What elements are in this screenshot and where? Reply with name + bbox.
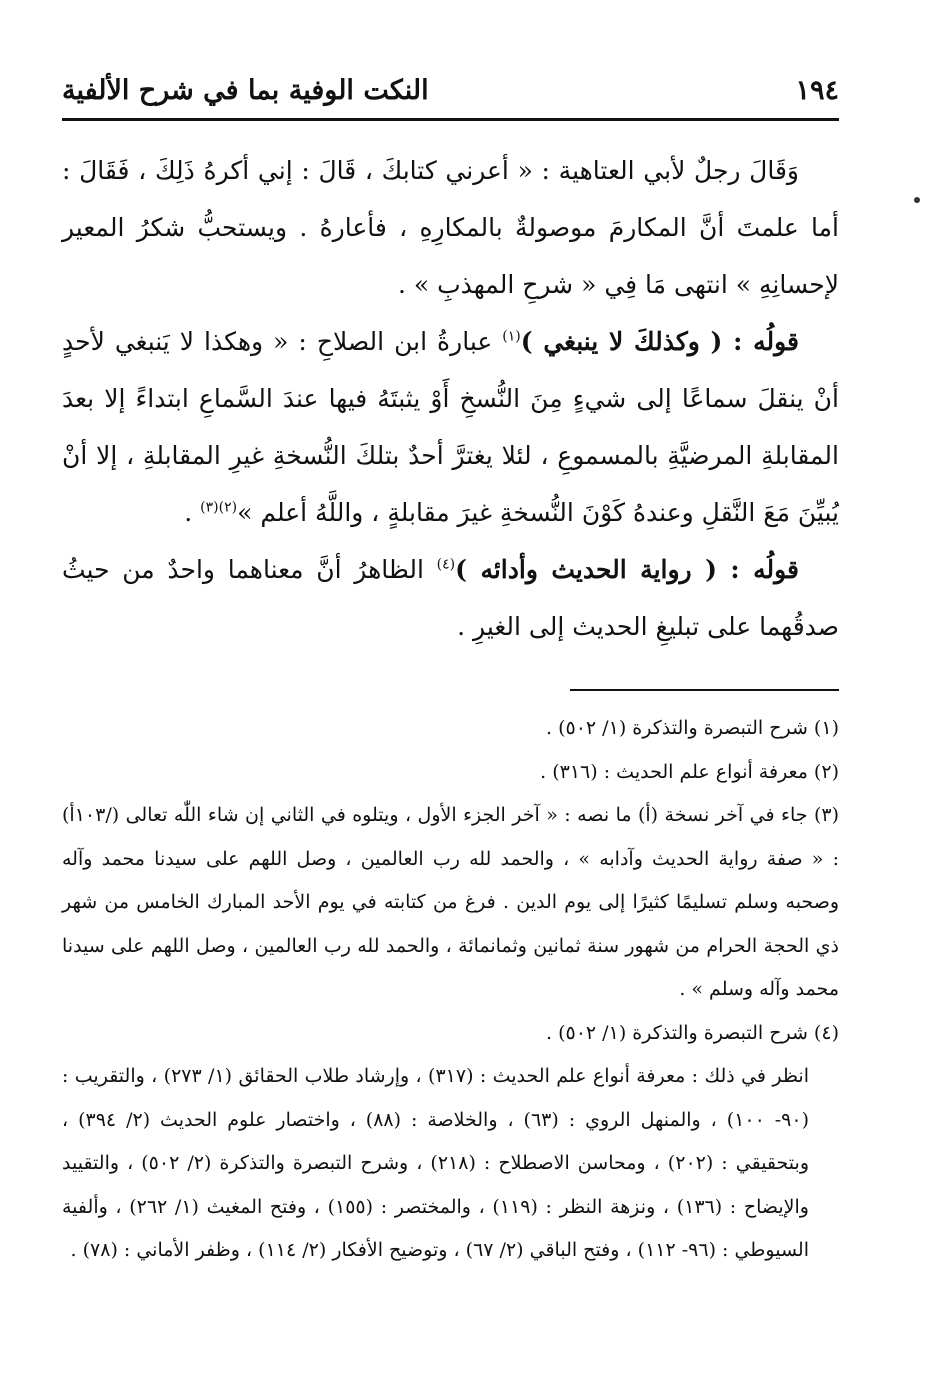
footnote-2: (٢) معرفة أنواع علم الحديث : (٣١٦) .	[540, 760, 839, 783]
footnote-ref-1: (١)	[502, 328, 521, 345]
paragraph-2-quote: وكذلكَ لا ينبغي	[543, 327, 700, 356]
footnotes	[62, 707, 839, 1273]
footnote-divider	[570, 689, 839, 691]
paragraph-3	[62, 541, 839, 655]
paragraph-2-body: عبارةُ ابن الصلاحِ : « وهكذا لا يَنبغي لأحدٍ أنْ ينقلَ سماعًا إلى شيءٍ مِنَ النُّسخِ أَوْ يثبتَهُ فيها عندَ السَّماعِ ابتداءً إلا بعدَ المقابلةِ المرضيَّةِ بالمسموعِ ، لئلا يغترَّ أحدٌ بتلكَ النُّسخةِ غيرِ المقابلةِ ، إلا أنْ يُبيِّنَ مَعَ النَّقلِ وعندهُ كَوْنَ النُّسخةِ غيرَ مقابلةٍ ، واللَّهُ أعلم »	[62, 327, 839, 527]
footnote-1: (١) شرح التبصرة والتذكرة (١/ ٥٠٢) .	[546, 717, 839, 739]
paragraph-1: وَقَالَ رجلٌ لأبي العتاهية : « أعرني كتابكَ ، قَالَ : إني أكرهُ ذَلِكَ ، فَقَالَ : أما علمتَ أنَّ المكارمَ موصولةٌ بالمكارِهِ ، فأعارهُ . ويستحبُّ شكرُ المعير لإحسانِهِ » انتهى مَا فِي « شرحِ المهذبِ » .	[62, 156, 839, 299]
paragraph-2-lead: قولُه : (	[699, 327, 799, 356]
page-number: ١٩٤	[795, 75, 839, 106]
running-title: النكت الوفية بما في شرح الألفية	[62, 75, 429, 106]
footnote-ref-4: (٤)	[436, 556, 456, 573]
page-header	[62, 62, 839, 106]
paragraph-2-close: )	[520, 327, 544, 356]
header-divider	[62, 118, 839, 121]
footnote-3: (٣) جاء في آخر نسخة (أ) ما نصه : « آخر الجزء الأول ، ويتلوه في الثاني إن شاء اللّٰه تعالى (/١٠٣أ) : « صفة رواية الحديث وآدابه » ، والحمد لله رب العالمين ، وصل اللهم على سيدنا محمد وآله وصحبه وسلم تسليمًا كثيرًا إلى يوم الدين . فرغ من كتابته في يوم الأحد المبارك الخامس من شهر ذي الحجة الحرام من شهور سنة ثمانين وثمانمائة ، والحمد لله رب العالمين ، وصل اللهم على سيدنا محمد وآله وسلم » .	[62, 804, 839, 1000]
main-text	[62, 142, 839, 655]
paragraph-3-close: )	[455, 555, 481, 584]
paragraph-3-quote: رواية الحديث وأدائه	[480, 555, 692, 584]
paragraph-2-end: .	[184, 498, 201, 527]
paragraph-3-lead: قولُه : (	[691, 555, 799, 584]
margin-speck	[914, 197, 920, 203]
paragraph-3-body: الظاهرُ أنَّ معناهما واحدٌ من حيثُ صدقُهما على تبليغِ الحديث إلى الغيرِ .	[62, 555, 839, 641]
footnote-ref-2-3: (٢)(٣)	[200, 499, 238, 516]
footnote-4-continuation: انظر في ذلك : معرفة أنواع علم الحديث : (٣١٧) ، وإرشاد طلاب الحقائق (١/ ٢٧٣) ، والتقريب : (٩٠- ١٠٠) ، والمنهل الروي : (٦٣) ، والخلاصة : (٨٨) ، واختصار علوم الحديث (٢/ ٣٩٤) ، وبتحقيقي : (٢٠٢) ، ومحاسن الاصطلاح : (٢١٨) ، وشرح التبصرة والتذكرة (٢/ ٥٠٢) ، والتقييد والإيضاح : (١٣٦) ، ونزهة النظر : (١١٩) ، والمختصر : (١٥٥) ، وفتح المغيث (١/ ٢٦٢) ، وألفية السيوطي : (٩٦- ١١٢) ، وفتح الباقي (٢/ ٦٧) ، وتوضيح الأفكار (٢/ ١١٤) ، وظفر الأماني : (٧٨) .	[62, 1065, 810, 1261]
footnote-4: (٤) شرح التبصرة والتذكرة (١/ ٥٠٢) .	[546, 1021, 839, 1044]
paragraph-2	[62, 313, 839, 541]
